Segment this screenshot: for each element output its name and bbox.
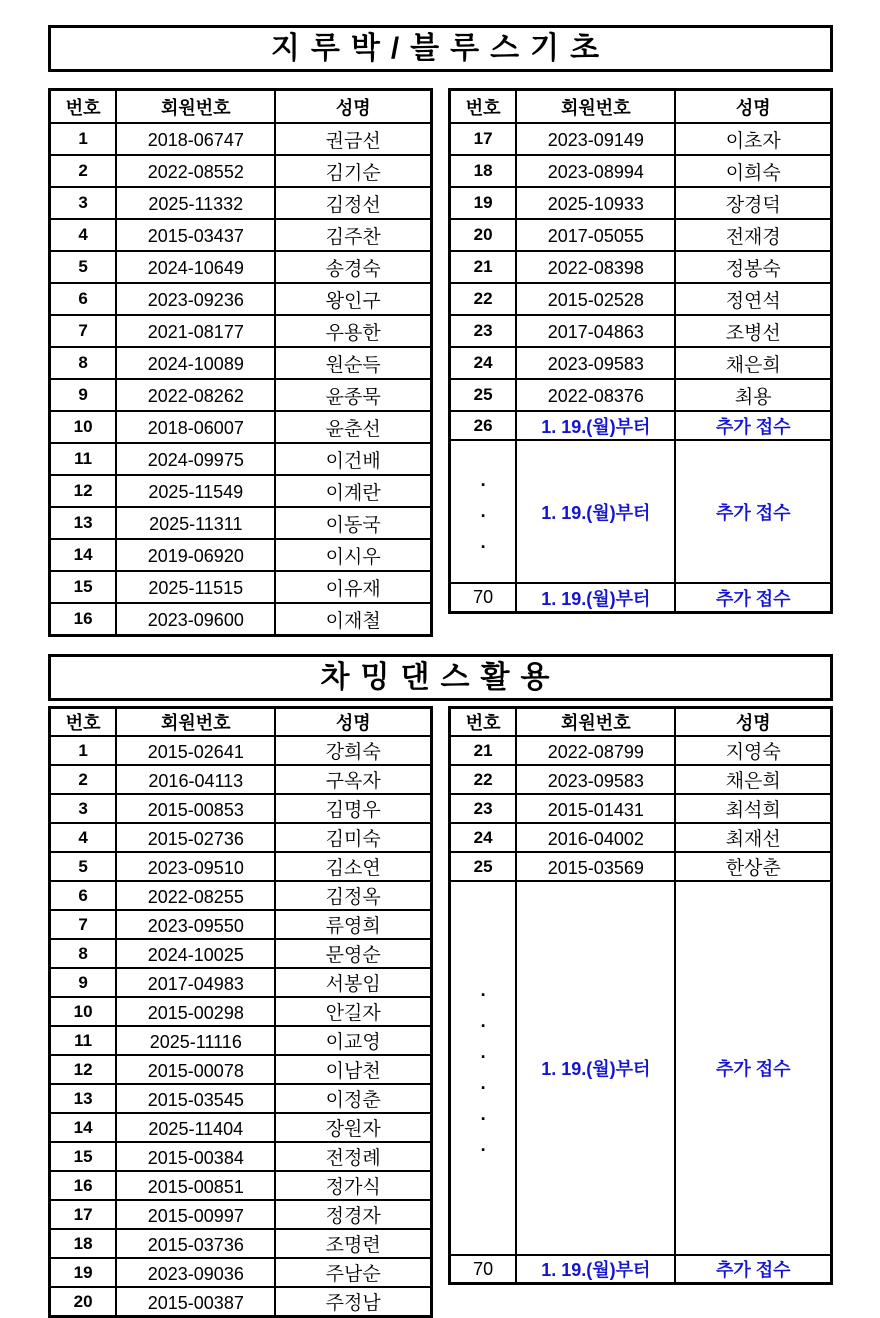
table-row xyxy=(50,539,432,571)
table-row xyxy=(450,123,832,155)
cell-member-number: 2017-04863 xyxy=(516,315,675,347)
table-row xyxy=(50,571,432,603)
cell-name: 김미숙 xyxy=(275,823,431,852)
cell-member-number: 2017-04983 xyxy=(116,968,275,997)
cell-name: 문영순 xyxy=(275,939,431,968)
table-row xyxy=(50,1171,432,1200)
cell-name: 윤종묵 xyxy=(275,379,431,411)
cell-number: 9 xyxy=(50,379,117,411)
cell-number: 21 xyxy=(450,251,517,283)
table-row xyxy=(450,379,832,411)
cell-name: 김정옥 xyxy=(275,881,431,910)
header-row xyxy=(450,90,832,124)
cell-number: 12 xyxy=(50,475,117,507)
table-row xyxy=(450,440,832,583)
cell-member-number: 2015-03545 xyxy=(116,1084,275,1113)
cell-name: 이남천 xyxy=(275,1055,431,1084)
cell-number xyxy=(450,881,517,1255)
cell-number: 25 xyxy=(450,852,517,881)
cell-member-number: 2015-00298 xyxy=(116,997,275,1026)
cell-name: 이동국 xyxy=(275,507,431,539)
table-row xyxy=(450,736,832,765)
cell-member-number: 2015-00853 xyxy=(116,794,275,823)
cell-member-number: 2022-08262 xyxy=(116,379,275,411)
cell-name: 주정남 xyxy=(275,1287,431,1317)
cell-name: 송경숙 xyxy=(275,251,431,283)
table-row xyxy=(50,187,432,219)
table-row xyxy=(450,794,832,823)
cell-number: 5 xyxy=(50,852,117,881)
ellipsis-dots xyxy=(451,882,515,1254)
cell-name: 정가식 xyxy=(275,1171,431,1200)
cell-name: 이건배 xyxy=(275,443,431,475)
table-row xyxy=(450,881,832,1255)
member-table-1-right xyxy=(448,88,833,614)
cell-member-number: 1. 19.(월)부터 xyxy=(516,583,675,613)
cell-number: 25 xyxy=(450,379,517,411)
cell-name: 주남순 xyxy=(275,1258,431,1287)
cell-name: 이정춘 xyxy=(275,1084,431,1113)
cell-number: 20 xyxy=(50,1287,117,1317)
column-header-name: 성명 xyxy=(675,90,831,124)
cell-number: 1 xyxy=(50,123,117,155)
cell-number: 19 xyxy=(450,187,517,219)
header-row xyxy=(50,90,432,124)
cell-member-number: 2022-08376 xyxy=(516,379,675,411)
table-row xyxy=(50,443,432,475)
section-title-jitterbug-blues: 지루박/블루스기초 xyxy=(48,25,833,72)
cell-member-number: 2025-10933 xyxy=(516,187,675,219)
cell-name: 김소연 xyxy=(275,852,431,881)
table-row xyxy=(450,765,832,794)
cell-member-number: 2015-02641 xyxy=(116,736,275,765)
cell-name: 김명우 xyxy=(275,794,431,823)
cell-number: 7 xyxy=(50,315,117,347)
cell-name: 정경자 xyxy=(275,1200,431,1229)
table-row xyxy=(450,347,832,379)
cell-number: 26 xyxy=(450,411,517,440)
cell-number: 20 xyxy=(450,219,517,251)
cell-member-number: 2023-09149 xyxy=(516,123,675,155)
cell-number: 5 xyxy=(50,251,117,283)
cell-name: 이초자 xyxy=(675,123,831,155)
cell-member-number: 2023-09550 xyxy=(116,910,275,939)
table-row xyxy=(450,219,832,251)
column-header-name: 성명 xyxy=(675,708,831,737)
cell-name: 이재철 xyxy=(275,603,431,636)
cell-name: 김정선 xyxy=(275,187,431,219)
cell-number: 70 xyxy=(450,1255,517,1284)
cell-member-number: 1. 19.(월)부터 xyxy=(516,1255,675,1284)
cell-member-number: 2015-00384 xyxy=(116,1142,275,1171)
cell-name: 추가 접수 xyxy=(675,1255,831,1284)
table-row xyxy=(50,1287,432,1317)
table-row xyxy=(50,736,432,765)
column-header-member-no: 회원번호 xyxy=(516,90,675,124)
dot: . xyxy=(480,1104,486,1124)
column-header-no: 번호 xyxy=(450,90,517,124)
table-row xyxy=(50,411,432,443)
cell-name: 채은희 xyxy=(675,765,831,794)
cell-member-number: 2015-02736 xyxy=(116,823,275,852)
cell-member-number: 2015-03437 xyxy=(116,219,275,251)
cell-number: 70 xyxy=(450,583,517,613)
cell-number: 23 xyxy=(450,315,517,347)
table-row xyxy=(450,187,832,219)
cell-member-number: 2016-04113 xyxy=(116,765,275,794)
cell-member-number: 2015-01431 xyxy=(516,794,675,823)
cell-member-number: 2022-08552 xyxy=(116,155,275,187)
header-row xyxy=(50,708,432,737)
cell-name: 안길자 xyxy=(275,997,431,1026)
table-row xyxy=(50,794,432,823)
cell-name: 권금선 xyxy=(275,123,431,155)
cell-member-number: 2025-11116 xyxy=(116,1026,275,1055)
dot: . xyxy=(480,1042,486,1062)
column-header-no: 번호 xyxy=(50,708,117,737)
cell-number: 24 xyxy=(450,823,517,852)
cell-number: 21 xyxy=(450,736,517,765)
table-row xyxy=(50,379,432,411)
cell-member-number: 2023-09510 xyxy=(116,852,275,881)
cell-name: 우용한 xyxy=(275,315,431,347)
dot: . xyxy=(480,470,486,490)
table-row xyxy=(50,1258,432,1287)
section-title-charming-dance: 차밍댄스활용 xyxy=(48,654,833,701)
cell-number: 6 xyxy=(50,881,117,910)
cell-member-number: 2015-00078 xyxy=(116,1055,275,1084)
table-row xyxy=(50,1084,432,1113)
cell-number: 11 xyxy=(50,1026,117,1055)
cell-number: 24 xyxy=(450,347,517,379)
table-row xyxy=(50,251,432,283)
cell-number: 22 xyxy=(450,765,517,794)
table-row xyxy=(450,823,832,852)
cell-number: 13 xyxy=(50,507,117,539)
column-header-name: 성명 xyxy=(275,90,431,124)
column-header-member-no: 회원번호 xyxy=(116,90,275,124)
cell-name: 최용 xyxy=(675,379,831,411)
cell-name: 전재경 xyxy=(675,219,831,251)
cell-number: 8 xyxy=(50,939,117,968)
table-row xyxy=(50,765,432,794)
cell-number: 14 xyxy=(50,1113,117,1142)
cell-number: 1 xyxy=(50,736,117,765)
table-row xyxy=(50,603,432,636)
cell-name: 정연석 xyxy=(675,283,831,315)
table-row xyxy=(50,315,432,347)
table-row xyxy=(50,283,432,315)
cell-member-number: 2025-11311 xyxy=(116,507,275,539)
table-row xyxy=(50,1113,432,1142)
cell-member-number: 2023-09236 xyxy=(116,283,275,315)
cell-member-number: 2015-00997 xyxy=(116,1200,275,1229)
cell-number: 9 xyxy=(50,968,117,997)
table-row xyxy=(50,968,432,997)
dot: . xyxy=(480,1073,486,1093)
cell-name: 왕인구 xyxy=(275,283,431,315)
cell-number: 18 xyxy=(50,1229,117,1258)
table-row xyxy=(50,347,432,379)
table-row xyxy=(450,155,832,187)
table-row xyxy=(50,123,432,155)
cell-member-number: 2022-08398 xyxy=(516,251,675,283)
cell-number: 19 xyxy=(50,1258,117,1287)
table-row xyxy=(50,1229,432,1258)
member-table-1-left xyxy=(48,88,433,637)
dot: . xyxy=(480,1135,486,1155)
table-row xyxy=(50,1200,432,1229)
cell-member-number: 2025-11332 xyxy=(116,187,275,219)
table-row xyxy=(450,283,832,315)
cell-name: 채은희 xyxy=(675,347,831,379)
cell-number: 6 xyxy=(50,283,117,315)
cell-member-number: 2019-06920 xyxy=(116,539,275,571)
column-header-member-no: 회원번호 xyxy=(116,708,275,737)
cell-member-number: 2025-11404 xyxy=(116,1113,275,1142)
section-1-tables xyxy=(48,88,833,637)
cell-number: 10 xyxy=(50,411,117,443)
cell-member-number: 2021-08177 xyxy=(116,315,275,347)
table-row xyxy=(50,823,432,852)
table-row xyxy=(450,1255,832,1284)
cell-number: 15 xyxy=(50,571,117,603)
cell-member-number: 2025-11549 xyxy=(116,475,275,507)
table-row xyxy=(50,1026,432,1055)
cell-number: 2 xyxy=(50,765,117,794)
cell-number: 18 xyxy=(450,155,517,187)
cell-name: 장원자 xyxy=(275,1113,431,1142)
cell-name: 구옥자 xyxy=(275,765,431,794)
table-row xyxy=(50,219,432,251)
cell-member-number: 2024-10649 xyxy=(116,251,275,283)
dot: . xyxy=(480,532,486,552)
cell-member-number: 2023-08994 xyxy=(516,155,675,187)
cell-member-number: 2023-09600 xyxy=(116,603,275,636)
table-row xyxy=(50,910,432,939)
cell-member-number: 2022-08799 xyxy=(516,736,675,765)
dot: . xyxy=(480,501,486,521)
member-table-2-right xyxy=(448,706,833,1285)
cell-member-number: 2024-10025 xyxy=(116,939,275,968)
cell-number: 4 xyxy=(50,823,117,852)
cell-number: 3 xyxy=(50,794,117,823)
table-row xyxy=(50,1055,432,1084)
cell-name: 추가 접수 xyxy=(675,583,831,613)
column-header-member-no: 회원번호 xyxy=(516,708,675,737)
cell-member-number: 2018-06747 xyxy=(116,123,275,155)
table-row xyxy=(50,155,432,187)
cell-member-number: 2025-11515 xyxy=(116,571,275,603)
cell-name: 김주찬 xyxy=(275,219,431,251)
table-row xyxy=(450,852,832,881)
cell-member-number: 2024-09975 xyxy=(116,443,275,475)
cell-name: 원순득 xyxy=(275,347,431,379)
cell-name: 조명련 xyxy=(275,1229,431,1258)
cell-number: 14 xyxy=(50,539,117,571)
cell-member-number: 2022-08255 xyxy=(116,881,275,910)
cell-name: 조병선 xyxy=(675,315,831,347)
cell-number: 17 xyxy=(50,1200,117,1229)
cell-member-number: 2017-05055 xyxy=(516,219,675,251)
cell-member-number: 2023-09583 xyxy=(516,765,675,794)
cell-name: 이계란 xyxy=(275,475,431,507)
cell-member-number: 2015-03736 xyxy=(116,1229,275,1258)
section-2-tables xyxy=(48,706,833,1318)
cell-name: 전정례 xyxy=(275,1142,431,1171)
cell-member-number: 2018-06007 xyxy=(116,411,275,443)
cell-name: 정봉숙 xyxy=(675,251,831,283)
table-row xyxy=(450,315,832,347)
header-row xyxy=(450,708,832,737)
cell-number: 10 xyxy=(50,997,117,1026)
cell-number: 12 xyxy=(50,1055,117,1084)
cell-member-number: 2024-10089 xyxy=(116,347,275,379)
column-header-no: 번호 xyxy=(450,708,517,737)
cell-number: 16 xyxy=(50,603,117,636)
cell-member-number: 2023-09583 xyxy=(516,347,675,379)
table-row xyxy=(50,881,432,910)
cell-number: 7 xyxy=(50,910,117,939)
cell-name: 이시우 xyxy=(275,539,431,571)
cell-name: 추가 접수 xyxy=(675,440,831,583)
cell-name: 추가 접수 xyxy=(675,881,831,1255)
table-row xyxy=(50,1142,432,1171)
table-row xyxy=(50,997,432,1026)
cell-number xyxy=(450,440,517,583)
cell-member-number: 2015-00387 xyxy=(116,1287,275,1317)
cell-name: 서봉임 xyxy=(275,968,431,997)
table-row xyxy=(50,507,432,539)
cell-name: 추가 접수 xyxy=(675,411,831,440)
dot: . xyxy=(480,1011,486,1031)
cell-number: 22 xyxy=(450,283,517,315)
cell-number: 3 xyxy=(50,187,117,219)
cell-member-number: 1. 19.(월)부터 xyxy=(516,440,675,583)
cell-name: 김기순 xyxy=(275,155,431,187)
cell-name: 이희숙 xyxy=(675,155,831,187)
cell-number: 16 xyxy=(50,1171,117,1200)
cell-member-number: 2015-03569 xyxy=(516,852,675,881)
cell-member-number: 2016-04002 xyxy=(516,823,675,852)
cell-name: 류영희 xyxy=(275,910,431,939)
cell-name: 지영숙 xyxy=(675,736,831,765)
cell-number: 17 xyxy=(450,123,517,155)
table-row xyxy=(50,939,432,968)
table-row xyxy=(450,251,832,283)
cell-name: 윤춘선 xyxy=(275,411,431,443)
cell-name: 장경덕 xyxy=(675,187,831,219)
cell-member-number: 2023-09036 xyxy=(116,1258,275,1287)
cell-name: 이교영 xyxy=(275,1026,431,1055)
dot: . xyxy=(480,980,486,1000)
ellipsis-dots xyxy=(451,441,515,582)
table-row xyxy=(450,583,832,613)
cell-number: 11 xyxy=(50,443,117,475)
table-row xyxy=(50,852,432,881)
cell-name: 한상춘 xyxy=(675,852,831,881)
cell-number: 2 xyxy=(50,155,117,187)
cell-name: 최석희 xyxy=(675,794,831,823)
cell-member-number: 2015-02528 xyxy=(516,283,675,315)
cell-number: 23 xyxy=(450,794,517,823)
cell-number: 13 xyxy=(50,1084,117,1113)
column-header-name: 성명 xyxy=(275,708,431,737)
cell-member-number: 1. 19.(월)부터 xyxy=(516,411,675,440)
cell-number: 4 xyxy=(50,219,117,251)
cell-name: 이유재 xyxy=(275,571,431,603)
cell-member-number: 1. 19.(월)부터 xyxy=(516,881,675,1255)
cell-number: 15 xyxy=(50,1142,117,1171)
member-table-2-left xyxy=(48,706,433,1318)
table-row xyxy=(450,411,832,440)
cell-member-number: 2015-00851 xyxy=(116,1171,275,1200)
column-header-no: 번호 xyxy=(50,90,117,124)
cell-name: 강희숙 xyxy=(275,736,431,765)
table-row xyxy=(50,475,432,507)
cell-name: 최재선 xyxy=(675,823,831,852)
cell-number: 8 xyxy=(50,347,117,379)
